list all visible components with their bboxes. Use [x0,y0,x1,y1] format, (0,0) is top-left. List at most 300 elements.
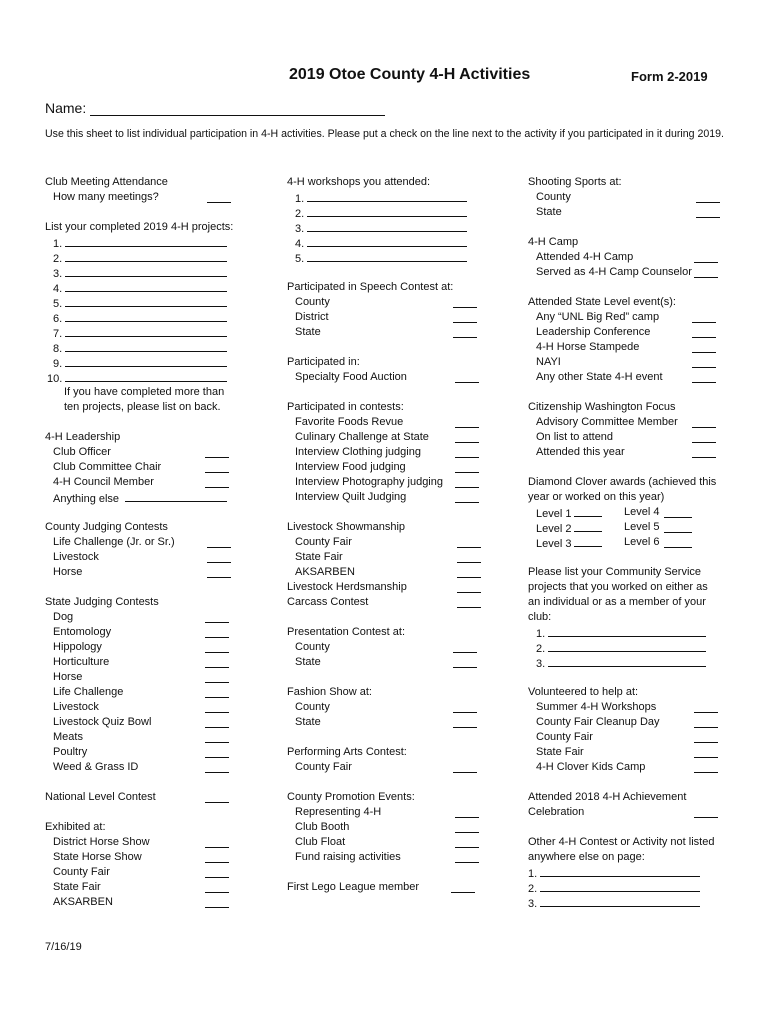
row-label: Served as 4-H Camp Counselor [536,266,692,278]
row-label: State [295,326,321,338]
checkbox-row [528,310,728,325]
line-number: 9. [53,358,63,370]
row-label: County Fair [295,761,352,773]
checkbox-row [287,760,487,775]
check-line[interactable] [205,670,229,683]
checkbox-row [45,190,240,205]
name-label: Name: [45,100,87,116]
write-line[interactable] [540,895,700,907]
row-label: Entomology [53,626,112,638]
row-label: Any other State 4-H event [536,371,663,383]
check-line[interactable] [692,415,716,428]
check-line[interactable] [453,640,477,653]
line-number: 3. [53,268,63,280]
workshop-line [287,205,487,220]
workshop-line [287,250,487,265]
checkbox-row [45,880,240,895]
write-line[interactable] [574,505,602,517]
workshop-line [287,190,487,205]
row-label: Leadership Conference [536,326,651,338]
line-number: 2. [536,643,546,655]
checkbox-row [45,475,240,490]
line-number: 1. [528,868,538,880]
section-heading: Citizenship Washington Focus [528,401,676,413]
row-label: Dog [53,611,74,623]
check-line[interactable] [455,850,479,863]
checkbox-row [528,700,728,715]
section-heading: County Judging Contests [45,521,168,533]
row-label: 4-H Council Member [53,476,154,488]
checkbox-row [528,445,728,460]
row-label: Meats [53,731,83,743]
checkbox-row [45,895,240,910]
check-line[interactable] [205,685,229,698]
check-line[interactable] [694,715,718,728]
project-line [45,370,240,385]
level-label: Level 1 [536,508,572,520]
check-line[interactable] [453,715,477,728]
check-line[interactable] [692,430,716,443]
row-label: Horticulture [53,656,110,668]
check-line[interactable] [453,295,477,308]
write-line[interactable] [574,535,602,547]
row-label: County [295,641,330,653]
checkbox-row [287,490,487,505]
row-label: State Fair [53,881,101,893]
name-field[interactable] [90,101,385,116]
checkbox-row [528,730,728,745]
check-line[interactable] [451,880,475,893]
checkbox-row [528,715,728,730]
section-text: Other 4-H Contest or Activity not listed [528,836,715,848]
row-label: Anything else [53,493,120,505]
check-line[interactable] [694,745,718,758]
line-number: 7. [53,328,63,340]
checkbox-row [45,790,240,805]
check-line[interactable] [692,445,716,458]
section-heading: List your completed 2019 4-H projects: [45,221,234,233]
check-line[interactable] [457,550,481,563]
row-label: Celebration [528,806,585,818]
row-label: Livestock [53,701,99,713]
check-line[interactable] [205,700,229,713]
project-line [45,235,240,250]
section-text: Diamond Clover awards (achieved this [528,476,717,488]
level-label: Level 4 [624,506,660,518]
check-line[interactable] [692,355,716,368]
checkbox-row [45,490,240,505]
line-number: 1. [536,628,546,640]
line-number: 3. [528,898,538,910]
check-line[interactable] [453,760,477,773]
checkbox-row [287,550,487,565]
workshop-line [287,220,487,235]
check-line[interactable] [205,880,229,893]
write-line[interactable] [307,190,467,202]
row-label: State Fair [295,551,343,563]
checkbox-row [528,415,728,430]
write-line[interactable] [65,265,227,277]
write-line[interactable] [540,880,700,892]
name-row [45,100,385,116]
row-label: County [295,296,330,308]
checkbox-row [287,595,487,610]
checkbox-row [287,445,487,460]
checkbox-row [528,190,728,205]
line-number: 5. [295,253,305,265]
section-text: year or worked on this year) [528,491,665,503]
check-line[interactable] [453,325,477,338]
checkbox-row [45,445,240,460]
row-label: State [295,656,321,668]
checkbox-row [45,610,240,625]
row-label: State Fair [536,746,584,758]
service-line [528,625,728,640]
check-line[interactable] [692,310,716,323]
project-line [45,250,240,265]
row-label: County Fair [295,536,352,548]
row-label: Horse [53,566,83,578]
section-heading: Attended State Level event(s): [528,296,676,308]
column-middle [287,175,487,895]
check-line[interactable] [205,445,229,458]
row-label: National Level Contest [45,791,156,803]
write-line[interactable] [664,535,692,548]
level-label: Level 3 [536,538,572,550]
row-label: Fund raising activities [295,851,401,863]
check-line[interactable] [205,895,229,908]
checkbox-row [45,640,240,655]
other-line [528,880,728,895]
checkbox-row [45,460,240,475]
check-line[interactable] [205,655,229,668]
project-line [45,280,240,295]
line-number: 5. [53,298,63,310]
checkbox-row [528,745,728,760]
write-line[interactable] [307,205,467,217]
check-line[interactable] [694,760,718,773]
section-heading: Volunteered to help at: [528,686,639,698]
checkbox-row [528,370,728,385]
row-label: County [536,191,571,203]
check-line[interactable] [205,640,229,653]
section-heading: Shooting Sports at: [528,176,622,188]
footer-date: 7/16/19 [45,941,82,953]
check-line[interactable] [457,580,481,593]
check-line[interactable] [455,430,479,443]
checkbox-row [45,730,240,745]
row-label: Livestock Herdsmanship [287,581,407,593]
write-line[interactable] [548,640,706,652]
row-label: Interview Clothing judging [295,446,421,458]
row-label: Weed & Grass ID [53,761,139,773]
write-line[interactable] [125,490,227,502]
checkbox-row [45,760,240,775]
write-line[interactable] [307,235,467,247]
row-label: 4-H Horse Stampede [536,341,640,353]
column-left [45,175,240,910]
row-label: District Horse Show [53,836,150,848]
row-label: Advisory Committee Member [536,416,678,428]
check-line[interactable] [205,865,229,878]
section-heading: Performing Arts Contest: [287,746,407,758]
check-line[interactable] [694,265,718,278]
check-line[interactable] [455,475,479,488]
check-line[interactable] [694,250,718,263]
check-line[interactable] [455,370,479,383]
row-label: Horse [53,671,83,683]
checkbox-row [287,715,487,730]
check-line[interactable] [455,445,479,458]
check-line[interactable] [455,490,479,503]
check-line[interactable] [694,700,718,713]
section-text: Please list your Community Service [528,566,702,578]
section-heading: Fashion Show at: [287,686,372,698]
write-line[interactable] [664,520,692,533]
checkbox-row [287,820,487,835]
section-heading: Participated in Speech Contest at: [287,281,454,293]
write-line[interactable] [65,325,227,337]
write-line[interactable] [65,340,227,352]
checkbox-row [45,700,240,715]
write-line[interactable] [307,250,467,262]
check-line[interactable] [205,760,229,773]
checkbox-row [528,355,728,370]
row-label: AKSARBEN [53,896,113,908]
row-label: Livestock Quiz Bowl [53,716,152,728]
checkbox-row [287,700,487,715]
checkbox-row [287,640,487,655]
line-number: 2. [53,253,63,265]
checkbox-row [287,295,487,310]
row-label: Livestock [53,551,99,563]
write-line[interactable] [307,220,467,232]
row-label: Club Float [295,836,346,848]
check-line[interactable] [457,595,481,608]
row-label: Culinary Challenge at State [295,431,429,443]
checkbox-row [287,370,487,385]
row-label: Carcass Contest [287,596,369,608]
checkbox-row [45,535,240,550]
row-label: State [536,206,562,218]
check-line[interactable] [205,790,229,803]
line-number: 1. [295,193,305,205]
write-line[interactable] [65,310,227,322]
project-line [45,340,240,355]
write-line[interactable] [548,655,706,667]
row-label: Poultry [53,746,88,758]
check-line[interactable] [205,460,229,473]
write-line[interactable] [664,505,692,518]
checkbox-row [45,565,240,580]
checkbox-row [45,865,240,880]
note: ten projects, please list on back. [64,401,221,413]
write-line[interactable] [548,625,706,637]
checkbox-row [528,805,728,820]
row-label: County Fair [53,866,110,878]
line-number: 4. [295,238,305,250]
checkbox-row [45,625,240,640]
write-line[interactable] [540,865,700,877]
check-line[interactable] [205,475,229,488]
line-number: 2. [528,883,538,895]
check-line[interactable] [205,715,229,728]
checkbox-row [528,430,728,445]
section-text: club: [528,611,552,623]
row-label: Life Challenge (Jr. or Sr.) [53,536,175,548]
check-line[interactable] [205,835,229,848]
checkbox-row [287,460,487,475]
line-number: 10. [47,373,63,385]
other-line [528,865,728,880]
row-label: AKSARBEN [295,566,355,578]
line-number: 8. [53,343,63,355]
write-line[interactable] [65,295,227,307]
check-line[interactable] [207,550,231,563]
workshop-line [287,235,487,250]
row-label: Favorite Foods Revue [295,416,404,428]
checkbox-row [287,535,487,550]
column-right [528,175,728,910]
checkbox-row [287,805,487,820]
check-line[interactable] [455,460,479,473]
write-line[interactable] [65,370,227,382]
check-line[interactable] [455,415,479,428]
level-row [528,505,728,520]
row-label: Representing 4-H [295,806,382,818]
row-label: County [295,701,330,713]
checkbox-row [287,880,487,895]
row-label: Club Officer [53,446,111,458]
row-label: Attended this year [536,446,625,458]
row-label: How many meetings? [53,191,159,203]
check-line[interactable] [692,370,716,383]
line-number: 3. [295,223,305,235]
check-line[interactable] [207,190,231,203]
row-label: Attended 4-H Camp [536,251,634,263]
check-line[interactable] [696,190,720,203]
checkbox-row [45,685,240,700]
check-line[interactable] [207,565,231,578]
section-heading: State Judging Contests [45,596,159,608]
write-line[interactable] [65,250,227,262]
instructions: Use this sheet to list individual participation in 4-H activities. Please put a check on the line next to the activity if you participated in it during 2019. [45,128,724,140]
checkbox-row [45,835,240,850]
check-line[interactable] [455,820,479,833]
check-line[interactable] [205,625,229,638]
check-line[interactable] [455,805,479,818]
check-line[interactable] [205,730,229,743]
write-line[interactable] [65,355,227,367]
form-id: Form 2-2019 [631,69,708,84]
project-line [45,355,240,370]
row-label: Specialty Food Auction [295,371,407,383]
section-heading: Livestock Showmanship [287,521,406,533]
section-heading: Club Meeting Attendance [45,176,168,188]
check-line[interactable] [205,850,229,863]
check-line[interactable] [453,700,477,713]
checkbox-row [287,565,487,580]
section-text: anywhere else on page: [528,851,645,863]
check-line[interactable] [205,610,229,623]
section-heading: 4-H Camp [528,236,579,248]
checkbox-row [287,835,487,850]
check-line[interactable] [694,730,718,743]
checkbox-row [528,325,728,340]
service-line [528,640,728,655]
checkbox-row [287,325,487,340]
row-label: State Horse Show [53,851,142,863]
line-number: 3. [536,658,546,670]
check-line[interactable] [457,565,481,578]
row-label: County Fair [536,731,593,743]
section-heading: Exhibited at: [45,821,106,833]
project-line [45,295,240,310]
check-line[interactable] [205,745,229,758]
section-heading: 4-H Leadership [45,431,121,443]
row-label: State [295,716,321,728]
check-line[interactable] [207,535,231,548]
check-line[interactable] [453,655,477,668]
section-heading: Participated in: [287,356,360,368]
level-row [528,520,728,535]
section-heading: County Promotion Events: [287,791,415,803]
project-line [45,310,240,325]
row-label: Summer 4-H Workshops [536,701,657,713]
row-label: Life Challenge [53,686,124,698]
service-line [528,655,728,670]
project-line [45,325,240,340]
line-number: 4. [53,283,63,295]
check-line[interactable] [453,310,477,323]
line-number: 1. [53,238,63,250]
checkbox-row [528,265,728,280]
row-label: 4-H Clover Kids Camp [536,761,646,773]
row-label: Hippology [53,641,102,653]
row-label: County Fair Cleanup Day [536,716,660,728]
write-line[interactable] [65,280,227,292]
check-line[interactable] [455,835,479,848]
check-line[interactable] [457,535,481,548]
row-label: NAYI [536,356,561,368]
checkbox-row [287,850,487,865]
line-number: 6. [53,313,63,325]
row-label: Club Committee Chair [53,461,162,473]
level-label: Level 5 [624,521,660,533]
write-line[interactable] [65,235,227,247]
section-text: projects that you worked on either as [528,581,708,593]
check-line[interactable] [692,340,716,353]
checkbox-row [45,715,240,730]
checkbox-row [287,310,487,325]
row-label: Any “UNL Big Red” camp [536,311,660,323]
project-line [45,265,240,280]
write-line[interactable] [574,520,602,532]
row-label: District [295,311,329,323]
check-line[interactable] [694,805,718,818]
section-text: Attended 2018 4-H Achievement [528,791,687,803]
row-label: Club Booth [295,821,350,833]
line-number: 2. [295,208,305,220]
page-title: 2019 Otoe County 4-H Activities [289,66,531,83]
checkbox-row [45,670,240,685]
checkbox-row [45,745,240,760]
check-line[interactable] [696,205,720,218]
checkbox-row [528,760,728,775]
check-line[interactable] [692,325,716,338]
section-heading: 4-H workshops you attended: [287,176,431,188]
checkbox-row [287,415,487,430]
